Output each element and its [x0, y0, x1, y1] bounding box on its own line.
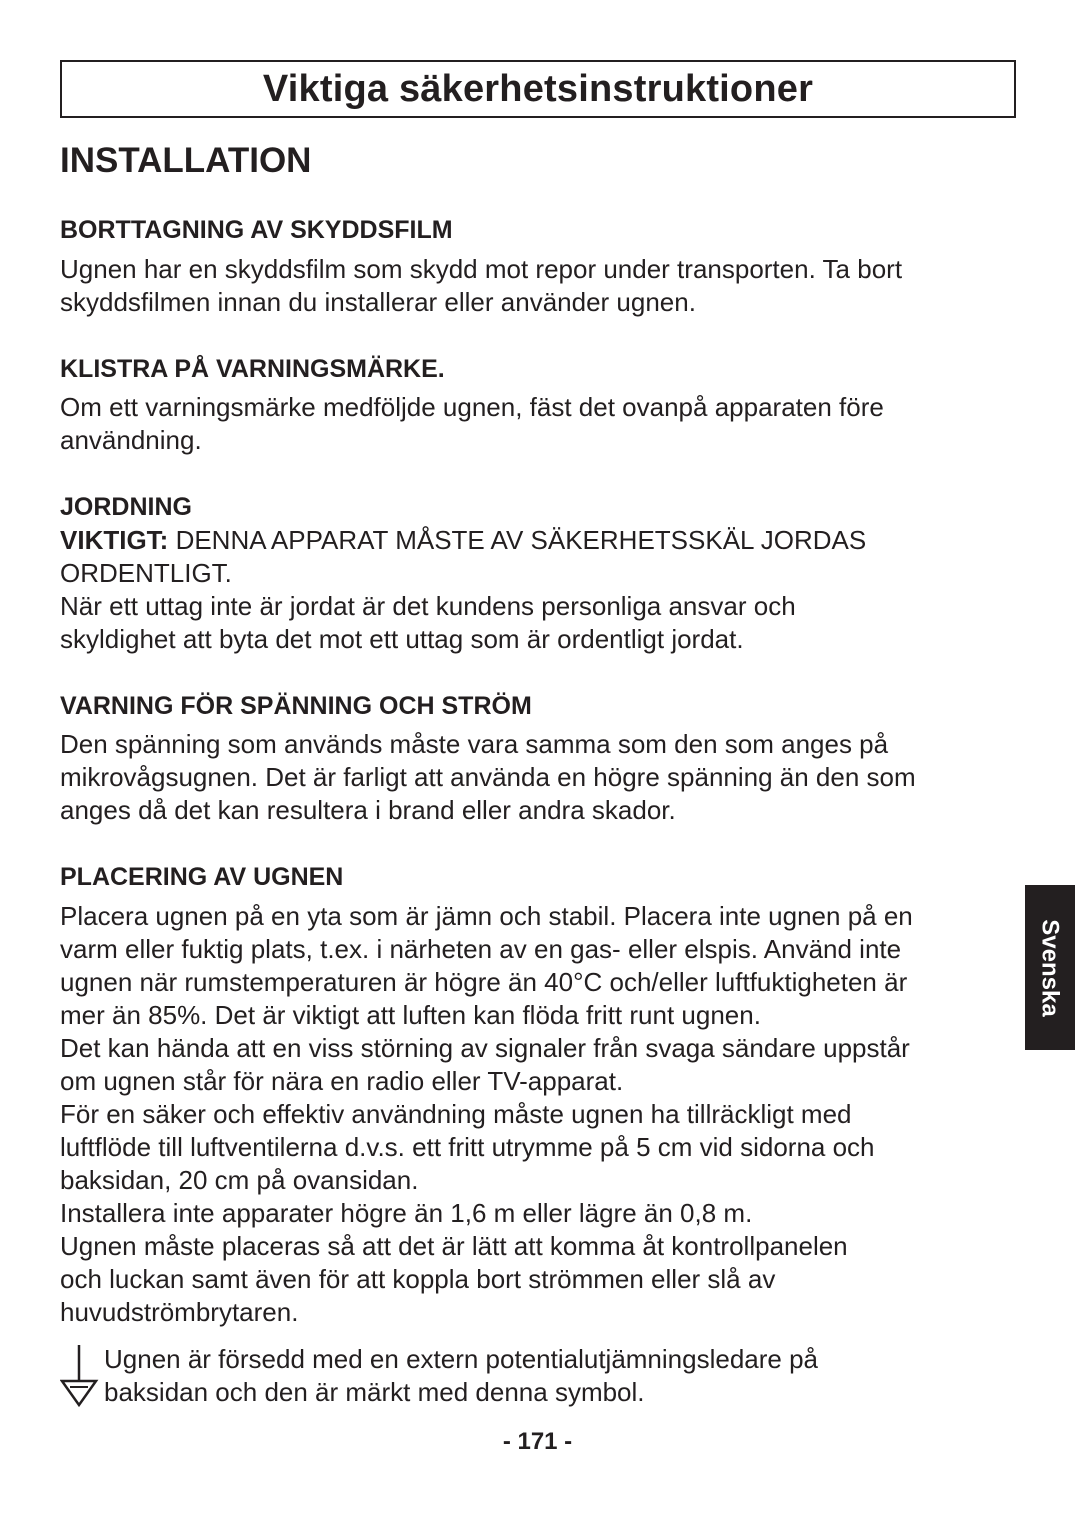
- paragraph-line: Ugnen har en skyddsfilm som skydd mot repor under transporten. Ta bort: [60, 253, 903, 284]
- paragraph-line: ugnen när rumstemperaturen är högre än 40°C och/eller luftfuktigheten är: [60, 966, 908, 997]
- paragraph-line: Installera inte apparater högre än 1,6 m eller lägre än 0,8 m.: [60, 1197, 753, 1228]
- page-number: - 171 -: [502, 1428, 573, 1455]
- important-label: VIKTIGT:: [60, 524, 169, 555]
- subheading: JORDNING: [60, 493, 192, 521]
- equipotential-text: [104, 1343, 818, 1409]
- subheading: BORTTAGNING AV SKYDDSFILM: [60, 216, 453, 244]
- important-text: DENNA APPARAT MÅSTE AV SÄKERHETSSKÄL JORDAS: [168, 524, 867, 555]
- paragraph-line: mer än 85%. Det är viktigt att luften kan flöda fritt runt ugnen.: [60, 999, 761, 1030]
- paragraph-line: luftflöde till luftventilerna d.v.s. ett fritt utrymme på 5 cm vid sidorna och: [60, 1131, 875, 1162]
- page-content: [60, 60, 1016, 1409]
- paragraph-line: skyddsfilmen innan du installerar eller använder ugnen.: [60, 286, 696, 317]
- section-warning-label: [60, 353, 1016, 458]
- important-line: [60, 524, 1016, 557]
- subheading: VARNING FÖR SPÄNNING OCH STRÖM: [60, 691, 532, 720]
- section-oven-placement: [60, 861, 1016, 1409]
- section-protective-film: [60, 214, 1016, 319]
- paragraph-line: ORDENTLIGT.: [60, 557, 232, 588]
- paragraph-line: För en säker och effektiv användning måste ugnen ha tillräckligt med: [60, 1098, 852, 1129]
- paragraph-line: Om ett varningsmärke medföljde ugnen, fäst det ovanpå apparaten före: [60, 392, 884, 422]
- paragraph-line: Ugnen är försedd med en extern potentialutjämningsledare på: [104, 1343, 819, 1374]
- paragraph-line: mikrovågsugnen. Det är farligt att använda en högre spänning än den som: [60, 762, 916, 792]
- paragraph-line: och luckan samt även för att koppla bort strömmen eller slå av: [60, 1263, 776, 1294]
- paragraph-line: användning.: [60, 425, 202, 455]
- paragraph-line: Den spänning som används måste vara samma som den som anges på: [60, 729, 889, 759]
- paragraph-line: anges då det kan resultera i brand eller andra skador.: [60, 795, 676, 825]
- paragraph-line: Det kan hända att en viss störning av signaler från svaga sändare uppstår: [60, 1032, 910, 1063]
- section-voltage-warning: [60, 690, 1016, 828]
- language-tab: [1025, 885, 1075, 1050]
- equipotential-note: [60, 1343, 1016, 1409]
- paragraph-line: baksidan och den är märkt med denna symbol.: [104, 1376, 645, 1407]
- equipotential-ground-icon: [60, 1343, 104, 1409]
- paragraph-line: om ugnen står för nära en radio eller TV-apparat.: [60, 1065, 624, 1096]
- paragraph-line: skyldighet att byta det mot ett uttag som är ordentligt jordat.: [60, 623, 744, 654]
- section-grounding: [60, 491, 1016, 656]
- subheading: KLISTRA PÅ VARNINGSMÄRKE.: [60, 354, 445, 383]
- paragraph-line: varm eller fuktig plats, t.ex. i närheten av en gas- eller elspis. Använd inte: [60, 933, 902, 964]
- paragraph-line: När ett uttag inte är jordat är det kundens personliga ansvar och: [60, 590, 796, 621]
- paragraph-line: huvudströmbrytaren.: [60, 1296, 299, 1327]
- subheading: PLACERING AV UGNEN: [60, 863, 344, 891]
- title-box: [60, 60, 1016, 118]
- page-title: Viktiga säkerhetsinstruktioner: [262, 67, 814, 110]
- language-tab-label: Svenska: [1037, 918, 1064, 1017]
- section-heading-installation: INSTALLATION: [60, 141, 312, 180]
- paragraph-line: Placera ugnen på en yta som är jämn och stabil. Placera inte ugnen på en: [60, 900, 913, 931]
- paragraph-line: baksidan, 20 cm på ovansidan.: [60, 1164, 419, 1195]
- paragraph-line: Ugnen måste placeras så att det är lätt att komma åt kontrollpanelen: [60, 1230, 848, 1261]
